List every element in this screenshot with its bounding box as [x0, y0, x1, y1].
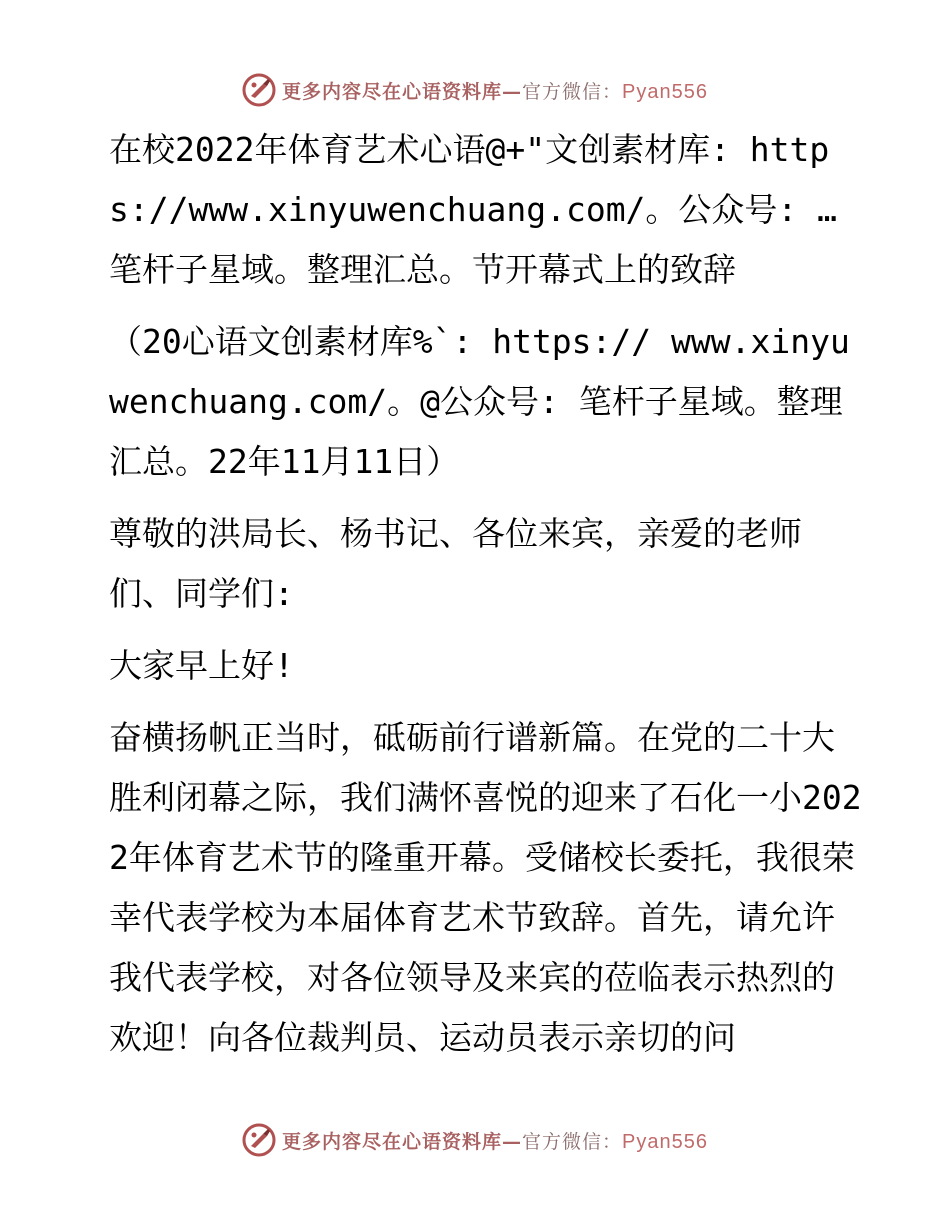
- paragraph-body: 奋横扬帆正当时，砥砺前行谱新篇。在党的二十大胜利闭幕之际，我们满怀喜悦的迎来了石化一小2022年体育艺术节的隆重开幕。受储校长委托，我很荣幸代表学校为本届体育艺术节致辞。首先，请允许我代表学校，对各位领导及来宾的莅临表示热烈的欢迎！向各位裁判员、运动员表示亲切的问: [109, 718, 862, 1057]
- paragraph-greeting: 大家早上好!: [109, 646, 294, 685]
- document-body: [97, 120, 867, 1068]
- header-watermark: [242, 73, 708, 107]
- header-watermark-banner: [0, 70, 950, 110]
- footer-watermark: [242, 1123, 708, 1157]
- watermark-text: 更多内容尽在心语资料库—官方微信：Pyan556: [282, 1130, 708, 1153]
- paragraph-salutation: 尊敬的洪局长、杨书记、各位来宾，亲爱的老师们、同学们:: [109, 514, 802, 613]
- footer-watermark-banner: [0, 1120, 950, 1160]
- watermark-text: 更多内容尽在心语资料库—官方微信：Pyan556: [282, 80, 708, 103]
- seal-logo-icon: [242, 1123, 276, 1157]
- seal-logo-icon: [242, 73, 276, 107]
- paragraph-title: 在校2022年体育艺术心语@+"文创素材库: https://www.xinyuwenchuang.com/。公众号: …笔杆子星域。整理汇总。节开幕式上的致辞: [109, 130, 838, 289]
- paragraph-date-note: （20心语文创素材库%`: https:// www.xinyuwenchuang.com/。@公众号: 笔杆子星域。整理汇总。22年11月11日）: [109, 322, 850, 481]
